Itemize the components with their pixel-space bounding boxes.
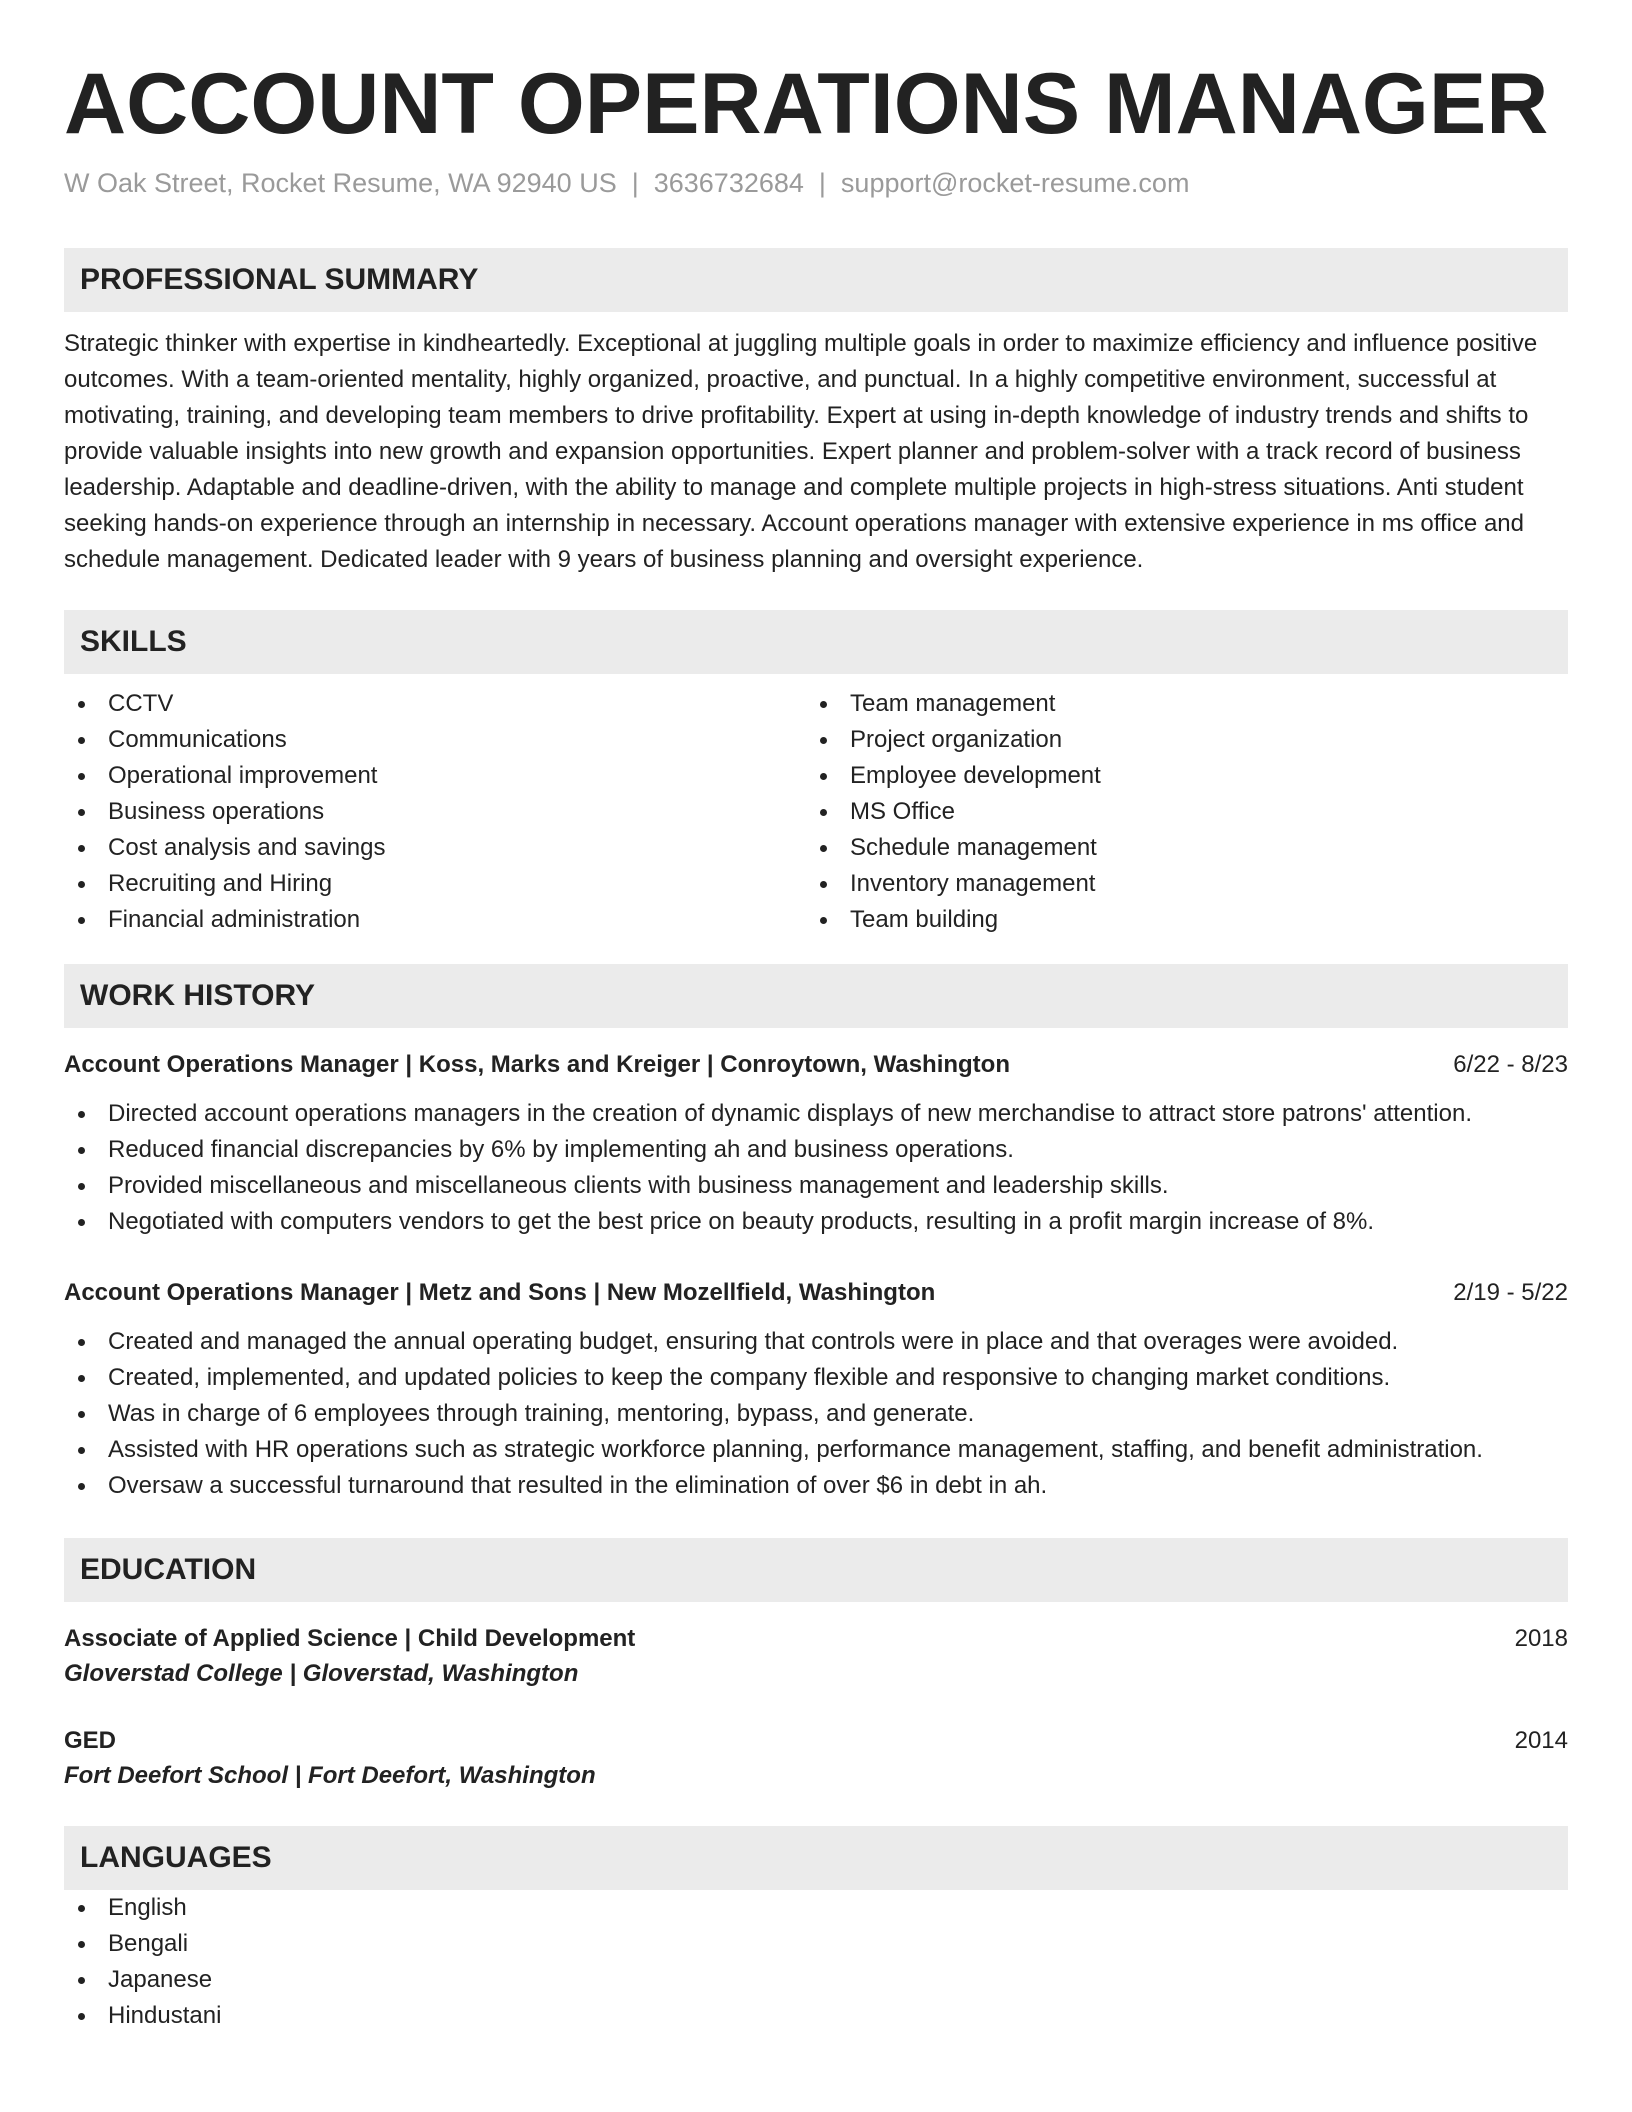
language-item: Hindustani: [64, 1998, 1568, 2034]
skills-column-left: [64, 686, 806, 938]
job-bullets: [64, 1324, 1568, 1504]
skills-list: [64, 686, 1568, 938]
skill-item: Project organization: [806, 722, 1548, 758]
skills-column-right: [806, 686, 1548, 938]
education-heading: EDUCATION: [64, 1538, 1568, 1602]
skill-item: CCTV: [64, 686, 806, 722]
job-bullet: Created and managed the annual operating budget, ensuring that controls were in place and that overages were avoided.: [64, 1324, 1568, 1360]
skill-item: Inventory management: [806, 866, 1548, 902]
skill-item: MS Office: [806, 794, 1548, 830]
job-bullet: Oversaw a successful turnaround that resulted in the elimination of over $6 in debt in ah.: [64, 1468, 1568, 1504]
summary-text: Strategic thinker with expertise in kindheartedly. Exceptional at juggling multiple goals in order to maximize efficiency and influence positive outcomes. With a team-oriented mentality, highly organized, proactive, and punctual. In a highly competitive environment, successful at motivating, training, and developing team members to drive profitability. Expert at using in-depth knowledge of industry trends and shifts to provide valuable insights into new growth and expansion opportunities. Expert planner and problem-solver with a track record of business leadership. Adaptable and deadline-driven, with the ability to manage and complete multiple projects in high-stress situations. Anti student seeking hands-on experience through an internship in necessary. Account operations manager with extensive experience in ms office and schedule management. Dedicated leader with 9 years of business planning and oversight experience.: [64, 330, 1538, 573]
job-bullet: Was in charge of 6 employees through training, mentoring, bypass, and generate.: [64, 1396, 1568, 1432]
contact-separator: |: [818, 168, 826, 198]
education-year: 2014: [1514, 1727, 1568, 1754]
job-title: Account Operations Manager | Metz and Sons | New Mozellfield, Washington: [64, 1279, 936, 1306]
job-dates: 2/19 - 5/22: [1453, 1279, 1568, 1306]
job-bullet: Provided miscellaneous and miscellaneous clients with business management and leadership skills.: [64, 1168, 1568, 1204]
skill-item: Employee development: [806, 758, 1548, 794]
skill-item: Communications: [64, 722, 806, 758]
job-bullet: Assisted with HR operations such as strategic workforce planning, performance management, staffing, and benefit administration.: [64, 1432, 1568, 1468]
school-name: Gloverstad College | Gloverstad, Washington: [64, 1660, 579, 1687]
skill-item: Team building: [806, 902, 1548, 938]
language-item: Japanese: [64, 1962, 1568, 1998]
skills-heading: SKILLS: [64, 610, 1568, 674]
language-item: English: [64, 1890, 1568, 1926]
job-bullet: Negotiated with computers vendors to get the best price on beauty products, resulting in a profit margin increase of 8%.: [64, 1204, 1568, 1240]
languages-list: [64, 1890, 1568, 2034]
skill-item: Recruiting and Hiring: [64, 866, 806, 902]
school-name: Fort Deefort School | Fort Deefort, Washington: [64, 1762, 596, 1789]
skill-item: Operational improvement: [64, 758, 806, 794]
education-year: 2018: [1514, 1625, 1568, 1652]
job-bullets: [64, 1096, 1568, 1240]
summary-heading: PROFESSIONAL SUMMARY: [64, 248, 1568, 312]
skill-item: Business operations: [64, 794, 806, 830]
job-header-row: [64, 1048, 1568, 1082]
skill-item: Schedule management: [806, 830, 1548, 866]
job-bullet: Created, implemented, and updated policies to keep the company flexible and responsive to changing market conditions.: [64, 1360, 1568, 1396]
resume-page: [64, 56, 1568, 2034]
job-entry: [64, 1048, 1568, 1240]
contact-phone: 3636732684: [653, 168, 804, 198]
contact-email[interactable]: support@rocket-resume.com: [840, 168, 1190, 198]
job-dates: 6/22 - 8/23: [1453, 1051, 1568, 1078]
job-header-row: [64, 1276, 1568, 1310]
education-entry: [64, 1724, 1568, 1794]
education-header-row: [64, 1724, 1568, 1758]
skill-item: Cost analysis and savings: [64, 830, 806, 866]
candidate-name: ACCOUNT OPERATIONS MANAGER: [64, 56, 1549, 152]
skill-item: Financial administration: [64, 902, 806, 938]
job-bullet: Directed account operations managers in the creation of dynamic displays of new merchandise to attract store patrons' attention.: [64, 1096, 1568, 1132]
degree-title: Associate of Applied Science | Child Development: [64, 1625, 636, 1652]
contact-separator: |: [631, 168, 639, 198]
work-history-heading: WORK HISTORY: [64, 964, 1568, 1028]
skill-item: Team management: [806, 686, 1548, 722]
education-header-row: [64, 1622, 1568, 1656]
languages-heading: LANGUAGES: [64, 1826, 1568, 1890]
education-entry: [64, 1622, 1568, 1692]
contact-line: [64, 166, 1568, 200]
job-title: Account Operations Manager | Koss, Marks and Kreiger | Conroytown, Washington: [64, 1051, 1010, 1078]
language-item: Bengali: [64, 1926, 1568, 1962]
job-bullet: Reduced financial discrepancies by 6% by implementing ah and business operations.: [64, 1132, 1568, 1168]
degree-title: GED: [64, 1727, 117, 1754]
contact-address: W Oak Street, Rocket Resume, WA 92940 US: [64, 168, 617, 198]
job-entry: [64, 1276, 1568, 1504]
